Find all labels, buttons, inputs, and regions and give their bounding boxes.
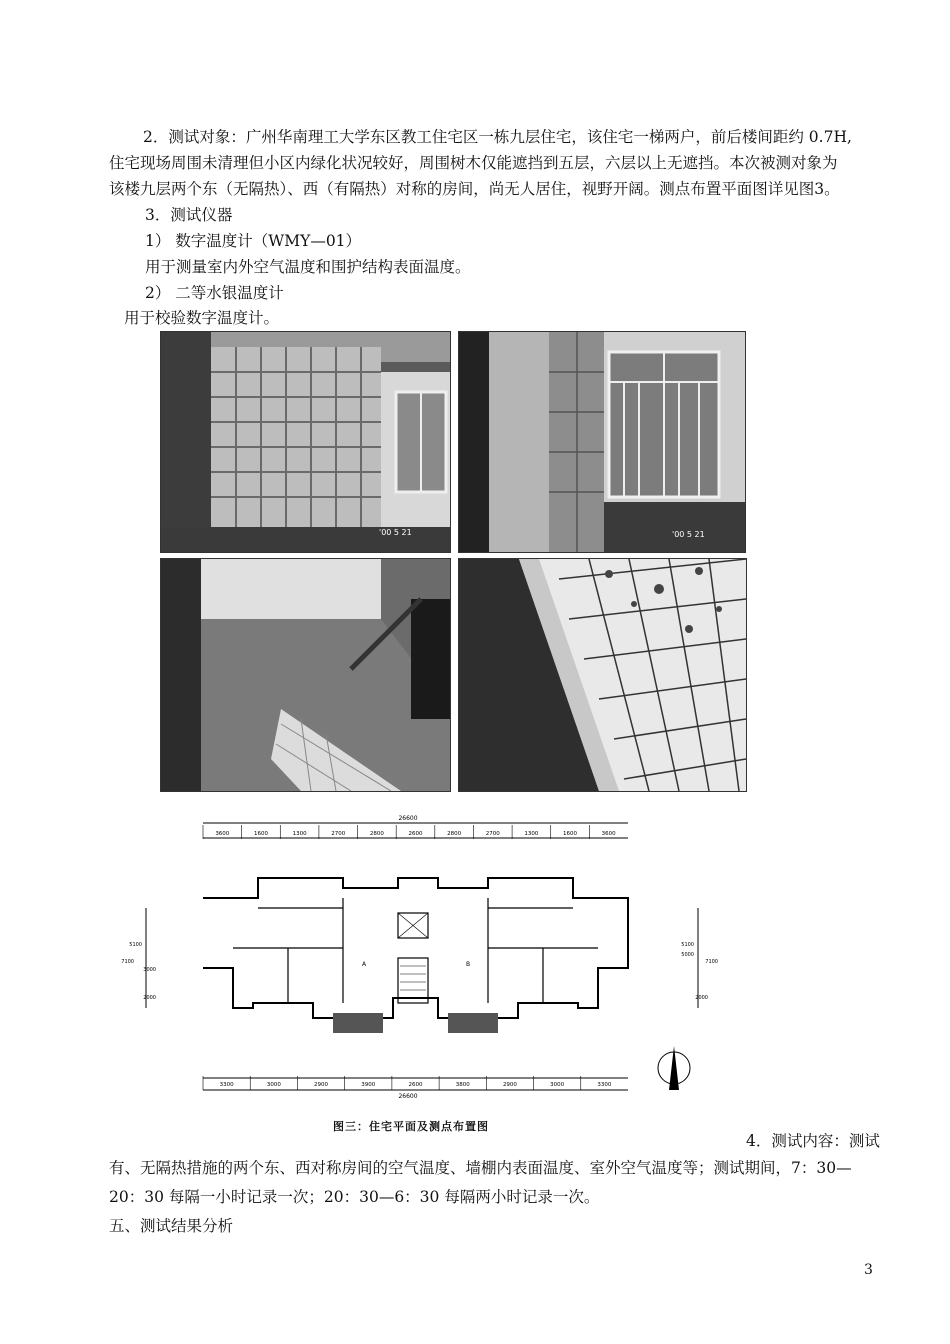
right-dim-4: 2000 [695,995,708,1001]
topdims-label: 3600 [215,831,230,837]
photo-corner-windows [458,331,746,553]
north-arrow-icon [658,1046,690,1090]
para-2-line3: 该楼九层两个东（无隔热）、西（有隔热）对称的房间，尚无人居住，视野开阔。测点布置平面图详见图3。 [109,180,840,198]
botdims-label: 3300 [597,1082,612,1088]
para-4-start: 4．测试内容：测试 [746,1132,880,1150]
botdims-label: 3000 [266,1082,281,1088]
left-dim-4: 2000 [143,995,156,1001]
figure-caption: 图三：住宅平面及测点布置图 [333,1120,489,1133]
topdims-label: 1600 [563,831,578,837]
topdims-label: 1600 [253,831,268,837]
para-4-line2: 有、无隔热措施的两个东、西对称房间的空气温度、墙棚内表面温度、室外空气温度等；测试期间，7：30— [109,1159,852,1177]
item-2-desc: 用于校验数字温度计。 [124,309,280,327]
botdims-label: 2900 [502,1082,517,1088]
right-dim-2: 7100 [705,959,718,965]
item-1: 1） 数字温度计（WMY—01） [145,232,362,250]
botdims-label: 3900 [361,1082,376,1088]
botdims-label: 3000 [550,1082,565,1088]
unit-a-label: A [361,961,367,968]
right-dim-1: 5100 [681,942,694,948]
para-4-line3: 20：30 每隔一小时记录一次；20：30—6：30 每隔两小时记录一次。 [109,1188,600,1206]
left-dim-2: 7100 [121,959,134,965]
botdims-label: 2600 [408,1082,423,1088]
left-dim-1: 5100 [129,942,142,948]
top-total-dim: 26600 [398,815,418,822]
topdims-label: 1300 [292,831,307,837]
item-1-desc: 用于测量室内外空气温度和围护结构表面温度。 [145,258,471,276]
topdims-label: 1300 [524,831,539,837]
photo-2-date-stamp: '00 5 21 [672,530,705,539]
botdims-label: 3800 [455,1082,470,1088]
unit-b-label: B [465,961,471,968]
floor-plan [108,808,728,1138]
photo-1-date-stamp: '00 5 21 [379,528,412,537]
right-dim-3: 5000 [681,952,694,958]
photo-room-insulation-wall [160,331,451,553]
botdims-label: 2900 [314,1082,329,1088]
photo-wire-mesh [458,558,747,792]
left-dim-3: 3000 [143,967,156,973]
topdims-label: 2700 [331,831,346,837]
para-2-line1: 2．测试对象：广州华南理工大学东区教工住宅区一栋九层住宅，该住宅一梯两户，前后楼间距约 0.7H, [143,128,852,146]
bottom-total-dim: 26600 [398,1093,418,1100]
photo-concrete-pouring [160,558,451,792]
heading-3: 3．测试仪器 [145,206,233,224]
item-2: 2） 二等水银温度计 [145,284,284,302]
botdims-label: 3300 [219,1082,234,1088]
para-2-line2: 住宅现场周围未清理但小区内绿化状况较好，周围树木仅能遮挡到五层，六层以上无遮挡。本次被测对象为 [109,154,838,172]
topdims-label: 2800 [447,831,462,837]
topdims-label: 2600 [408,831,423,837]
topdims-label: 2700 [485,831,500,837]
topdims-label: 2800 [369,831,384,837]
top-dimension-labels [203,825,616,839]
topdims-label: 3600 [601,831,616,837]
page-number: 3 [864,1262,873,1278]
heading-5: 五、测试结果分析 [109,1217,234,1235]
